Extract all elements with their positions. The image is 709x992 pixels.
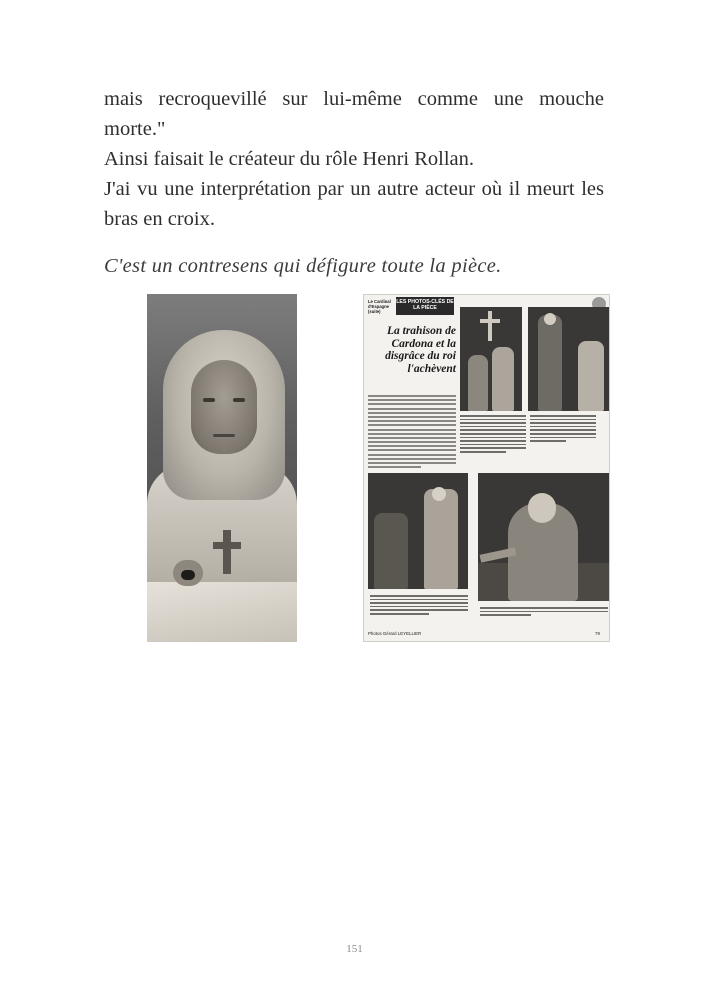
magazine-badge: LES PHOTOS-CLÉS DE LA PIÈCE (396, 297, 454, 315)
desk-shape (147, 582, 297, 642)
photo-credit: Photos Gérard LEYELLIER (368, 631, 422, 636)
right-eye-shape (233, 398, 245, 402)
body-text (104, 84, 604, 234)
magazine-photo-cardinal-scene (368, 473, 468, 589)
magazine-photo-dying-monk (478, 473, 610, 601)
monk-portrait-photo (147, 294, 297, 642)
magazine-photo-king-scene (528, 307, 610, 411)
cross-icon (223, 530, 231, 574)
magazine-headline: La trahison de Cardona et la disgrâce du roi l'achèvent (385, 325, 456, 375)
mouth-shape (213, 434, 235, 437)
magazine-page-number: 79 (595, 631, 600, 636)
magazine-page-scan (363, 294, 610, 642)
caption-lines-3 (370, 595, 468, 617)
caption-lines-2 (530, 415, 596, 444)
cross-bar-shape (213, 542, 241, 549)
inkwell-shape (181, 570, 195, 580)
left-eye-shape (203, 398, 215, 402)
paragraph-quote-end: mais recroquevillé sur lui-même comme une mouche morte." (104, 88, 604, 140)
paragraph-henri-rollan: Ainsi faisait le créateur du rôle Henri Rollan. (104, 148, 475, 170)
caption-lines-4 (480, 607, 608, 618)
italic-remark: C'est un contresens qui défigure toute la pièce. (104, 255, 502, 277)
magazine-article-text (368, 395, 456, 470)
page-number: 151 (346, 943, 363, 955)
paragraph-other-actor: J'ai vu une interprétation par un autre acteur où il meurt les bras en croix. (104, 178, 604, 230)
magazine-photo-cross-scene (460, 307, 522, 411)
caption-lines-1 (460, 415, 526, 455)
face-shape (191, 360, 257, 454)
magazine-corner-text: Le Cardinal d'Espagne (suite) (368, 299, 391, 314)
